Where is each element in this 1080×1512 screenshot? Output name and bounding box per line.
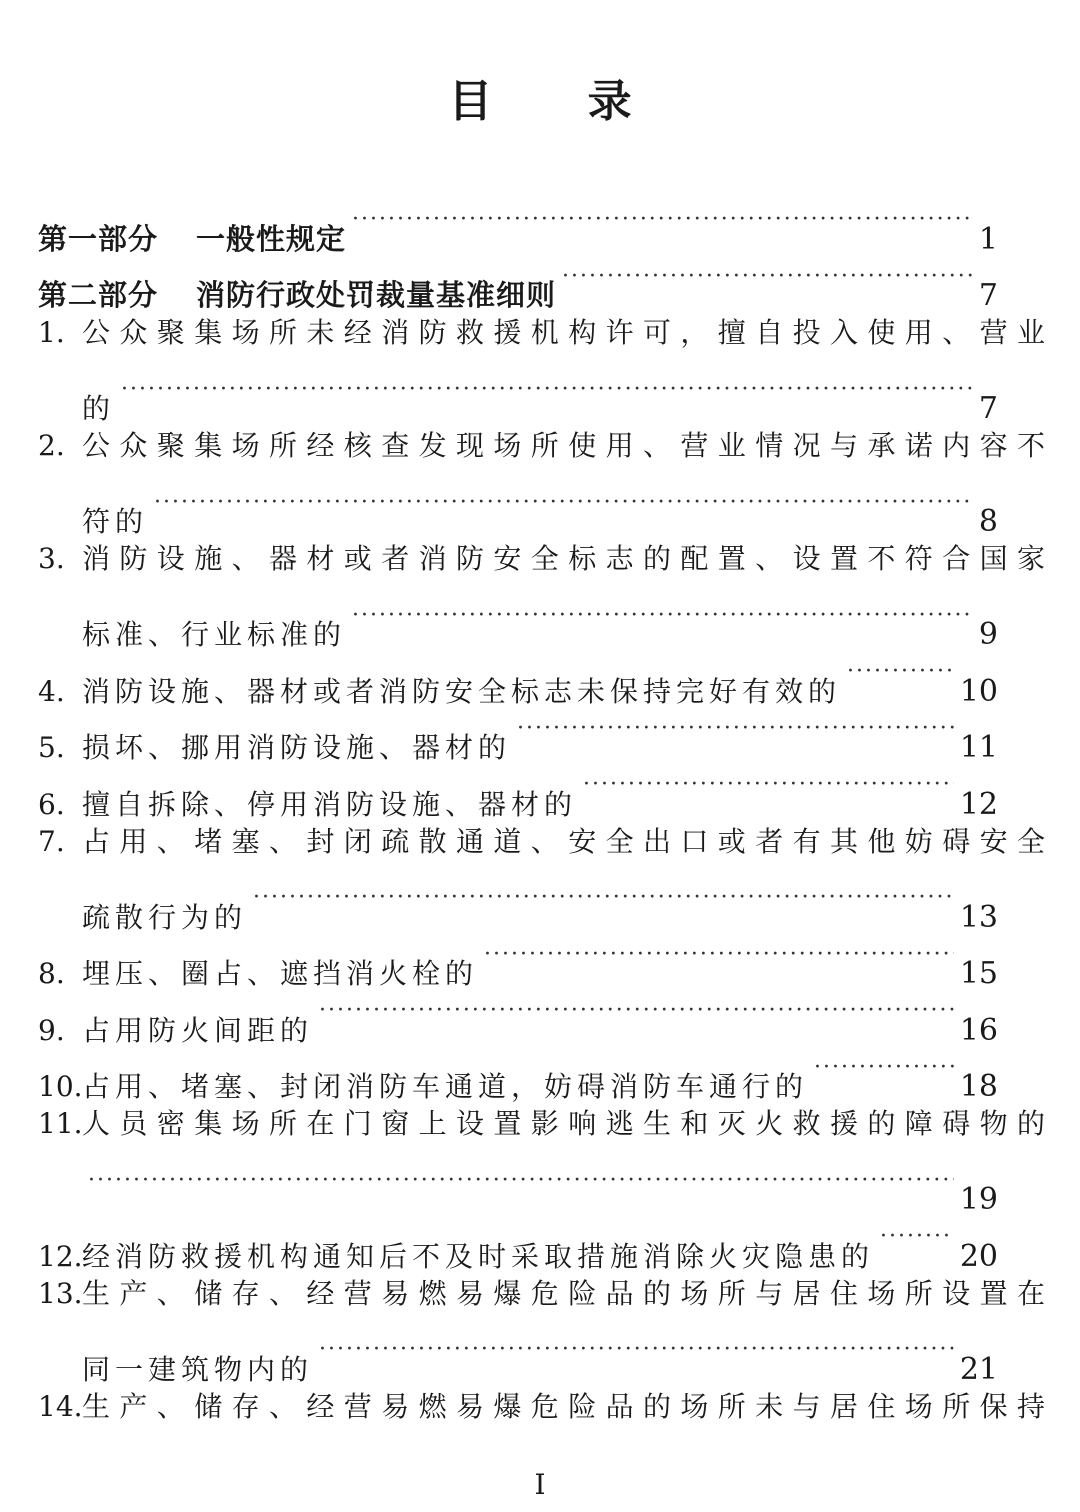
dot-leader bbox=[121, 362, 973, 419]
dot-leader bbox=[517, 701, 954, 758]
toc-part-title: 消防行政处罚裁量基准细则 bbox=[196, 278, 557, 312]
toc-page-number: 10 bbox=[959, 673, 998, 709]
toc-entry-text: 占用防火间距的 bbox=[82, 1013, 314, 1047]
dot-leader bbox=[352, 192, 973, 249]
dot-leader bbox=[154, 475, 973, 532]
toc-entry-text: 占用、堵塞、封闭消防车通道，妨碍消防车通行的 bbox=[82, 1070, 809, 1103]
dot-leader bbox=[583, 757, 954, 814]
toc-entry-text: 公众聚集场所未经消防救援机构许可，擅自投入使用、营业 bbox=[82, 316, 1055, 349]
toc-entry-number: 13. bbox=[38, 1276, 83, 1310]
toc-entry-14[interactable] bbox=[38, 1379, 1055, 1436]
toc-part-label: 第二部分 bbox=[38, 278, 159, 312]
dot-leader bbox=[847, 644, 954, 701]
toc-entry-number: 10. bbox=[38, 1070, 83, 1103]
table-of-contents bbox=[38, 192, 1055, 1435]
toc-page-number: 21 bbox=[959, 1351, 998, 1387]
toc-entry-number: 11. bbox=[38, 1107, 83, 1140]
toc-entry-number: 9. bbox=[38, 1013, 65, 1047]
toc-part-1[interactable] bbox=[38, 192, 998, 257]
dot-leader bbox=[814, 1040, 954, 1097]
toc-page-number: 19 bbox=[959, 1182, 998, 1217]
toc-entry-13-continuation[interactable] bbox=[38, 1322, 998, 1387]
dot-leader bbox=[562, 249, 973, 306]
toc-entry-text: 消防设施、器材或者消防安全标志未保持完好有效的 bbox=[82, 674, 842, 708]
dot-leader bbox=[319, 983, 954, 1040]
toc-entry-number: 7. bbox=[38, 824, 65, 858]
toc-entry-number: 4. bbox=[38, 674, 65, 708]
toc-entry-7-continuation[interactable] bbox=[38, 870, 998, 935]
toc-page-number: 8 bbox=[978, 504, 998, 539]
dot-leader bbox=[484, 927, 954, 984]
toc-entry-text: 人员密集场所在门窗上设置影响逃生和灭火救援的障碍物的 bbox=[82, 1107, 1055, 1140]
toc-entry-11[interactable] bbox=[38, 1096, 1055, 1153]
toc-entry-text: 消防设施、器材或者消防安全标志的配置、设置不符合国家 bbox=[82, 542, 1055, 575]
toc-entry-2-continuation[interactable] bbox=[38, 475, 998, 539]
toc-entry-text: 公众聚集场所经核查发现场所使用、营业情况与承诺内容不 bbox=[82, 429, 1055, 462]
toc-page-number: 1 bbox=[978, 221, 998, 257]
toc-entry-text: 损坏、挪用消防设施、器材的 bbox=[82, 731, 512, 764]
toc-entry-12[interactable] bbox=[38, 1209, 998, 1274]
toc-entry-text: 占用、堵塞、封闭疏散通道、安全出口或者有其他妨碍安全 bbox=[82, 824, 1055, 858]
toc-entry-2[interactable] bbox=[38, 418, 1055, 475]
toc-entry-3[interactable] bbox=[38, 531, 1055, 588]
toc-entry-text: 的 bbox=[82, 392, 116, 425]
toc-entry-number: 14. bbox=[38, 1389, 83, 1423]
toc-page-number: 18 bbox=[959, 1069, 998, 1104]
dot-leader bbox=[253, 870, 954, 927]
toc-page-number: 12 bbox=[959, 786, 998, 822]
toc-part-title: 一般性规定 bbox=[196, 221, 347, 256]
toc-entry-11-continuation[interactable] bbox=[38, 1153, 998, 1217]
toc-entry-text: 生产、储存、经营易燃易爆危险品的场所未与居住场所保持 bbox=[82, 1389, 1055, 1423]
toc-part-label: 第一部分 bbox=[38, 221, 159, 256]
toc-entry-text: 符的 bbox=[82, 505, 149, 538]
toc-page-number: 11 bbox=[959, 730, 998, 765]
toc-entry-1[interactable] bbox=[38, 305, 1055, 362]
toc-entry-number: 12. bbox=[38, 1239, 83, 1273]
toc-entry-number: 1. bbox=[38, 316, 65, 349]
toc-page-number: 16 bbox=[959, 1012, 998, 1048]
dot-leader bbox=[352, 588, 973, 645]
toc-entry-text: 擅自拆除、停用消防设施、器材的 bbox=[82, 787, 578, 821]
toc-entry-number: 6. bbox=[38, 787, 65, 821]
toc-page-number: 9 bbox=[978, 617, 998, 652]
toc-entry-7[interactable] bbox=[38, 814, 1055, 871]
toc-page-number: 15 bbox=[959, 956, 998, 991]
toc-entry-1-continuation[interactable] bbox=[38, 362, 998, 426]
dot-leader bbox=[319, 1322, 954, 1379]
toc-entry-number: 5. bbox=[38, 731, 65, 764]
toc-entry-text: 同一建筑物内的 bbox=[82, 1352, 314, 1386]
footer-page-number: I bbox=[534, 1468, 546, 1501]
toc-part-2[interactable] bbox=[38, 249, 998, 313]
toc-entry-13[interactable] bbox=[38, 1266, 1055, 1323]
toc-entry-text: 标准、行业标准的 bbox=[82, 618, 347, 651]
page-title: 目 录 bbox=[448, 76, 672, 127]
toc-entry-number: 3. bbox=[38, 542, 65, 575]
toc-entry-text: 埋压、圈占、遮挡消火栓的 bbox=[82, 957, 479, 990]
toc-entry-3-continuation[interactable] bbox=[38, 588, 998, 652]
toc-entry-text: 疏散行为的 bbox=[82, 900, 248, 934]
toc-page-number: 20 bbox=[959, 1238, 998, 1274]
toc-page-number: 7 bbox=[978, 391, 998, 426]
toc-entry-number: 8. bbox=[38, 957, 65, 990]
toc-entry-text: 经消防救援机构通知后不及时采取措施消除火灾隐患的 bbox=[82, 1239, 875, 1273]
dot-leader bbox=[88, 1153, 954, 1210]
toc-page-number: 13 bbox=[959, 899, 998, 935]
dot-leader bbox=[880, 1209, 954, 1266]
toc-entry-number: 2. bbox=[38, 429, 65, 462]
toc-page-number: 7 bbox=[978, 278, 998, 313]
toc-entry-text: 生产、储存、经营易燃易爆危险品的场所与居住场所设置在 bbox=[82, 1276, 1055, 1310]
